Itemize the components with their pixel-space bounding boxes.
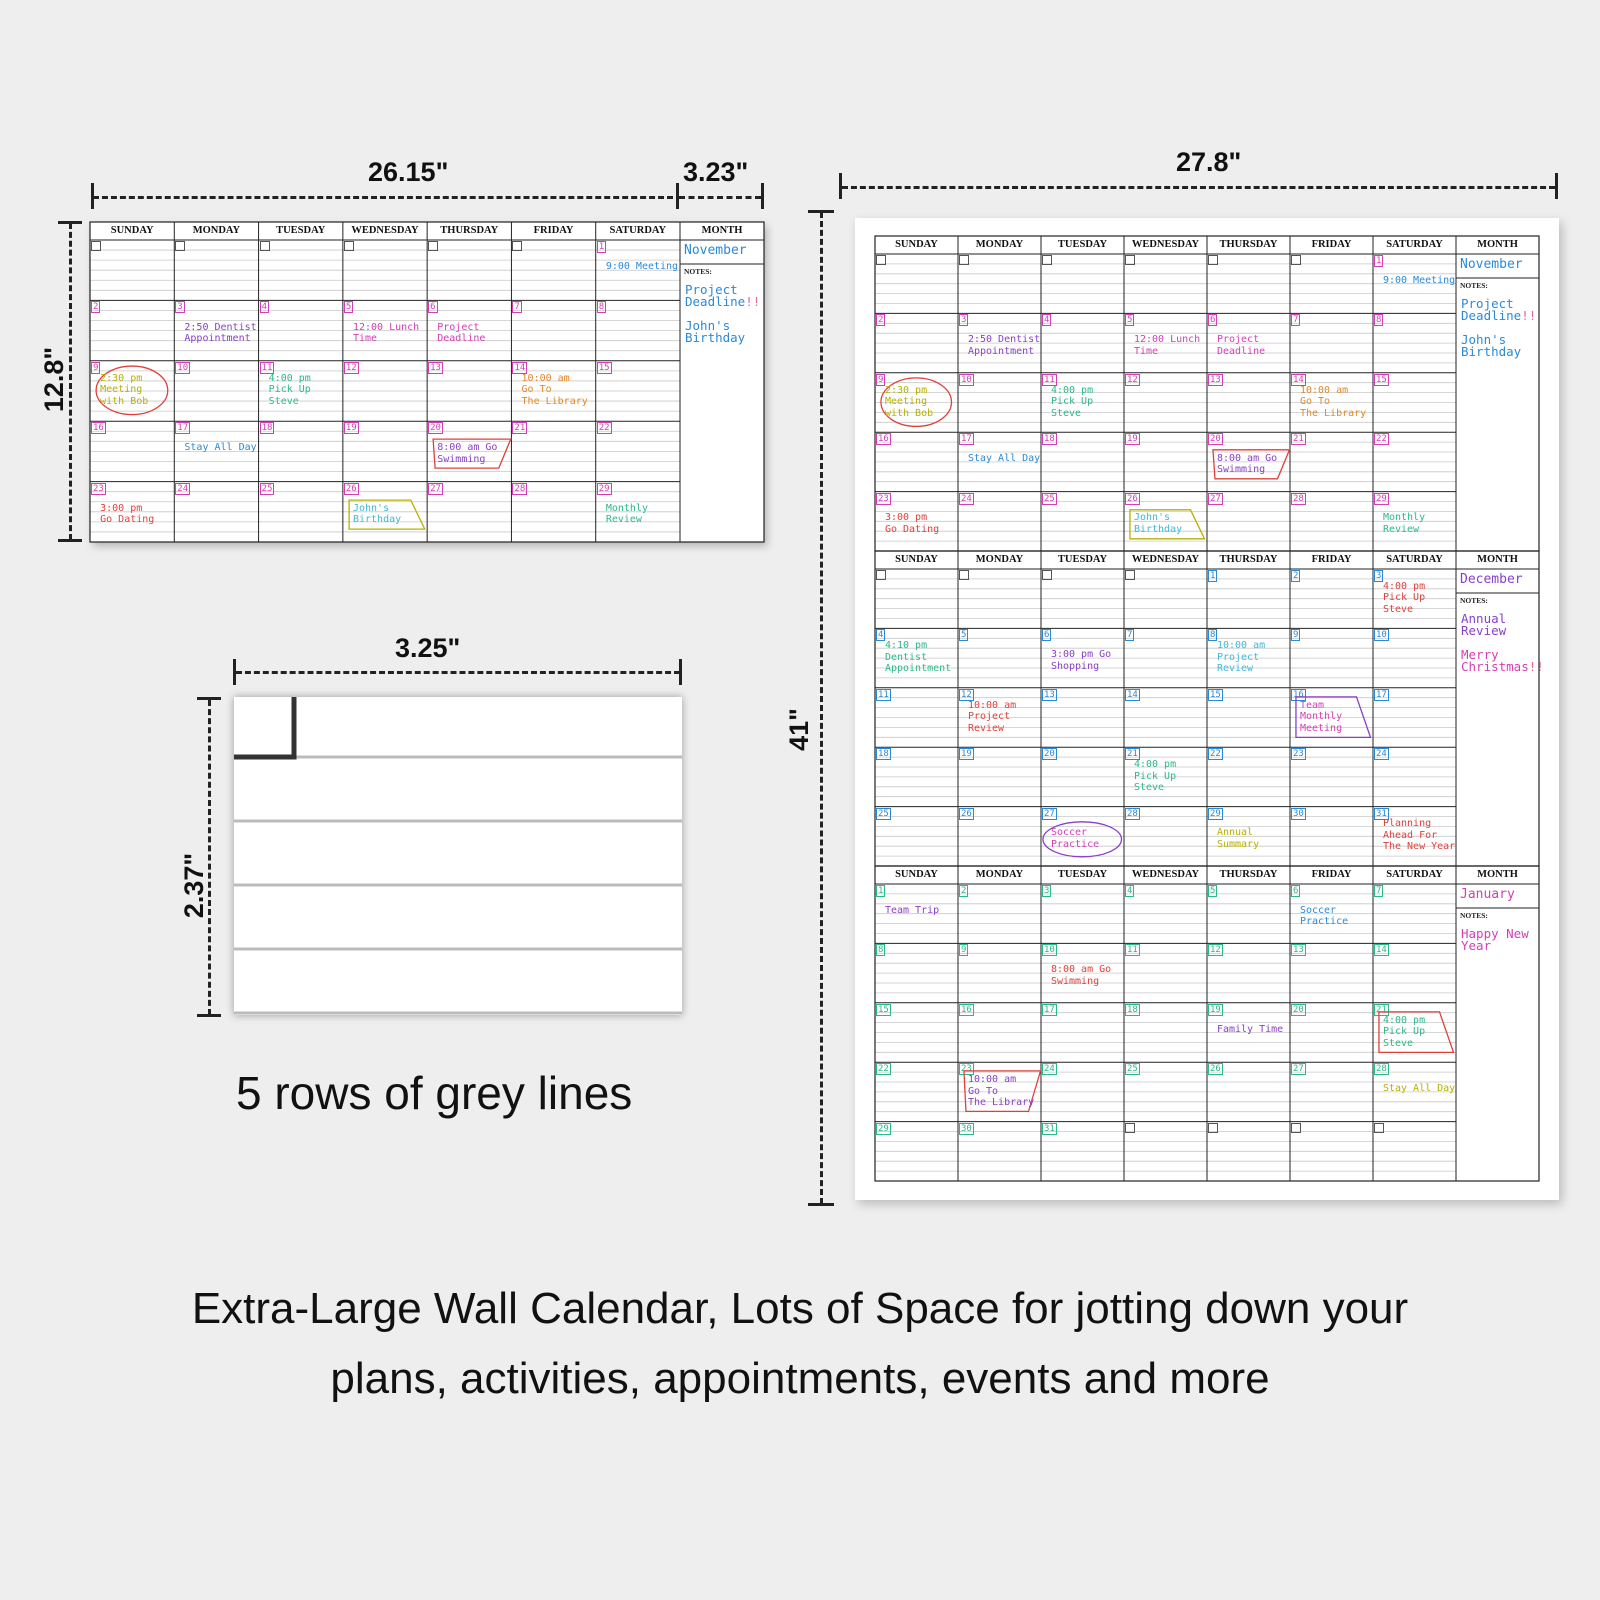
day-number-3: 3	[961, 315, 967, 326]
zoom-width-tick-right	[679, 659, 682, 685]
header-saturday: SATURDAY	[1386, 239, 1443, 250]
event-day-5: 12:00 Lunch Time	[1133, 334, 1201, 357]
day-number-14: 14	[1293, 374, 1304, 385]
day-number-14: 14	[1376, 945, 1387, 956]
day-number-20: 20	[1293, 1004, 1304, 1015]
event-day-1: 9:00 Meeting	[605, 261, 679, 273]
zoom-width-dimension-line	[236, 671, 680, 674]
day-number-5: 5	[961, 630, 967, 641]
day-number-13: 13	[1210, 374, 1221, 385]
day-number-24: 24	[961, 493, 972, 504]
day-number-10: 10	[177, 362, 189, 373]
day-number-2: 2	[961, 886, 967, 896]
day-number-25: 25	[1044, 493, 1055, 504]
empty-day-box	[512, 241, 522, 251]
day-number-24: 24	[1376, 749, 1387, 760]
header-tuesday: TUESDAY	[1057, 239, 1108, 250]
day-number-31: 31	[1376, 808, 1387, 819]
day-number-19: 19	[1210, 1004, 1221, 1015]
event-day-9: 2:30 pm Meeting with Bob	[100, 372, 149, 407]
day-number-21: 21	[514, 423, 526, 434]
day-number-1: 1	[878, 886, 884, 896]
event-day-6: Project Deadline	[1216, 334, 1266, 357]
day-number-17: 17	[961, 434, 972, 445]
day-number-5: 5	[1210, 886, 1216, 896]
day-number-12: 12	[1210, 945, 1221, 956]
day-number-3: 3	[1376, 571, 1382, 581]
empty-day-box	[91, 241, 101, 251]
empty-day-box	[260, 241, 270, 251]
day-number-26: 26	[345, 483, 357, 494]
day-number-8: 8	[598, 302, 605, 313]
day-number-17: 17	[1044, 1004, 1055, 1015]
zoom-height-tick-bottom	[197, 1014, 221, 1017]
day-number-6: 6	[1293, 886, 1299, 896]
day-number-26: 26	[961, 808, 972, 819]
day-number-14: 14	[514, 362, 526, 373]
day-number-13: 13	[1293, 945, 1304, 956]
day-number-3: 3	[177, 302, 183, 313]
day-number-7: 7	[1127, 630, 1133, 641]
header-thursday: THURSDAY	[440, 225, 499, 236]
day-number-2: 2	[1293, 571, 1299, 581]
day-number-28: 28	[1376, 1064, 1387, 1075]
day-number-30: 30	[961, 1123, 972, 1134]
day-number-28: 28	[1127, 808, 1138, 819]
month-note-0: Project Deadline!!	[685, 282, 761, 309]
empty-day-box	[1042, 570, 1052, 580]
day-number-4: 4	[878, 630, 884, 641]
empty-day-box	[1125, 570, 1135, 580]
day-number-11: 11	[878, 689, 889, 700]
header-saturday: SATURDAY	[1386, 869, 1443, 880]
event-day-23: 3:00 pm Go Dating	[100, 502, 155, 526]
day-number-28: 28	[514, 483, 526, 494]
notes-label: NOTES:	[1460, 911, 1488, 920]
empty-day-box	[1208, 1123, 1218, 1133]
day-number-15: 15	[878, 1004, 889, 1015]
day-number-9: 9	[878, 374, 884, 385]
day-number-25: 25	[1127, 1064, 1138, 1075]
day-number-10: 10	[961, 374, 972, 385]
zoom-caption: 5 rows of grey lines	[236, 1067, 633, 1119]
large-width-tick-left	[839, 173, 842, 199]
header-wednesday: WEDNESDAY	[1131, 239, 1200, 250]
empty-day-box	[1125, 1123, 1135, 1133]
header-tuesday: TUESDAY	[276, 225, 326, 236]
small-height-tick-top	[58, 221, 82, 224]
day-number-11: 11	[1127, 945, 1138, 956]
event-day-5: 12:00 Lunch Time	[352, 321, 420, 345]
day-number-8: 8	[878, 945, 884, 956]
event-day-10: 8:00 am Go Swimming	[1050, 964, 1112, 987]
event-day-16: Team Monthly Meeting	[1299, 699, 1343, 734]
day-number-26: 26	[1210, 1064, 1221, 1075]
event-day-31: Planning Ahead For The New Year	[1382, 818, 1456, 853]
zoomed-grid-lines	[234, 697, 682, 1015]
notes-label: NOTES:	[684, 267, 712, 276]
day-number-1: 1	[598, 242, 605, 252]
day-number-18: 18	[1044, 434, 1055, 445]
header-wednesday: WEDNESDAY	[351, 225, 419, 236]
event-day-3: 4:00 pm Pick Up Steve	[1382, 580, 1426, 615]
event-day-6: Soccer Practice	[1299, 904, 1349, 928]
day-number-9: 9	[961, 945, 967, 956]
day-number-26: 26	[1127, 493, 1138, 504]
day-number-18: 18	[261, 423, 273, 434]
zoom-height-label: 2.37"	[179, 852, 210, 919]
event-day-20: 8:00 am Go Swimming	[1216, 452, 1278, 476]
day-number-27: 27	[1293, 1064, 1304, 1075]
day-number-24: 24	[1044, 1064, 1055, 1075]
day-number-12: 12	[345, 362, 357, 373]
event-day-21: 4:00 pm Pick Up Steve	[1382, 1014, 1426, 1049]
event-day-20: 8:00 am Go Swimming	[437, 442, 498, 465]
month-note-1: John's Birthday	[685, 318, 746, 345]
day-number-23: 23	[1293, 749, 1304, 760]
day-number-6: 6	[1044, 630, 1050, 641]
day-number-22: 22	[1376, 434, 1387, 445]
large-width-dimension-line	[842, 186, 1555, 189]
day-number-22: 22	[598, 423, 610, 434]
header-sunday: SUNDAY	[895, 554, 938, 565]
header-friday: FRIDAY	[533, 225, 574, 236]
day-number-9: 9	[93, 362, 99, 373]
header-tuesday: TUESDAY	[1057, 554, 1108, 565]
header-thursday: THURSDAY	[1219, 239, 1278, 250]
empty-day-box	[344, 241, 354, 251]
day-number-21: 21	[1293, 434, 1304, 445]
day-number-16: 16	[878, 434, 889, 445]
empty-day-box	[1125, 255, 1135, 265]
event-day-17: Stay All Day	[967, 452, 1041, 464]
header-sunday: SUNDAY	[110, 225, 154, 236]
day-number-27: 27	[430, 483, 441, 494]
day-number-6: 6	[430, 302, 436, 313]
day-number-17: 17	[177, 423, 189, 434]
event-day-12: 10:00 am Project Review	[967, 699, 1017, 734]
day-number-14: 14	[1127, 689, 1138, 700]
zoomed-day-number-box	[234, 697, 294, 757]
event-day-4: 4:10 pm Dentist Appointment	[884, 640, 952, 675]
day-number-25: 25	[878, 808, 889, 819]
day-number-15: 15	[598, 362, 610, 373]
day-number-18: 18	[878, 749, 889, 760]
day-number-7: 7	[1376, 886, 1382, 896]
day-number-25: 25	[261, 483, 273, 494]
month-note-0: Project Deadline!!	[1461, 296, 1537, 323]
event-day-6: Project Deadline	[437, 321, 486, 345]
day-number-12: 12	[961, 689, 972, 700]
event-day-28: Stay All Day	[1382, 1082, 1456, 1094]
header-thursday: THURSDAY	[1219, 554, 1278, 565]
header-month: MONTH	[1477, 869, 1518, 880]
empty-day-box	[876, 570, 886, 580]
day-number-18: 18	[1127, 1004, 1138, 1015]
event-day-14: 10:00 am Go To The Library	[1299, 384, 1367, 419]
header-sunday: SUNDAY	[895, 239, 938, 250]
header-friday: FRIDAY	[1311, 869, 1352, 880]
day-number-17: 17	[1376, 689, 1387, 700]
notes-label: NOTES:	[1460, 281, 1488, 290]
event-day-3: 2:50 Dentist Appointment	[967, 334, 1041, 357]
note-emphasis: !!	[745, 294, 761, 309]
header-monday: MONDAY	[192, 225, 241, 236]
month-note-1: Merry Christmas!!	[1461, 647, 1544, 674]
event-day-29: Monthly Review	[1382, 512, 1426, 535]
day-number-11: 11	[1044, 374, 1055, 385]
day-number-15: 15	[1376, 374, 1387, 385]
day-number-7: 7	[1293, 315, 1299, 326]
small-width-label: 26.15"	[368, 157, 449, 187]
day-number-20: 20	[1210, 434, 1221, 445]
header-thursday: THURSDAY	[1219, 869, 1278, 880]
day-number-28: 28	[1293, 493, 1304, 504]
day-number-4: 4	[1044, 315, 1050, 326]
day-number-5: 5	[1127, 315, 1133, 326]
header-tuesday: TUESDAY	[1057, 869, 1108, 880]
empty-day-box	[876, 255, 886, 265]
header-monday: MONDAY	[975, 239, 1024, 250]
event-day-3: 2:50 Dentist Appointment	[184, 321, 257, 345]
day-number-27: 27	[1210, 493, 1221, 504]
small-height-tick-bottom	[58, 539, 82, 542]
day-number-29: 29	[878, 1123, 889, 1134]
event-day-6: 3:00 pm Go Shopping	[1050, 649, 1112, 672]
day-number-20: 20	[430, 423, 441, 434]
day-number-29: 29	[1376, 493, 1387, 504]
note-emphasis: !!	[1528, 659, 1544, 674]
large-height-tick-bottom	[808, 1203, 834, 1206]
month-note-1: John's Birthday	[1461, 332, 1522, 359]
day-number-8: 8	[1376, 315, 1382, 326]
day-number-19: 19	[1127, 434, 1138, 445]
event-day-21: 4:00 pm Pick Up Steve	[1133, 759, 1177, 794]
event-day-27: Soccer Practice	[1050, 827, 1100, 850]
empty-day-box	[175, 241, 185, 251]
day-number-9: 9	[1293, 630, 1299, 641]
empty-day-box	[1291, 1123, 1301, 1133]
note-emphasis: !!	[1521, 308, 1537, 323]
month-name-november: November	[684, 243, 747, 258]
event-day-14: 10:00 am Go To The Library	[521, 372, 588, 407]
event-day-17: Stay All Day	[184, 442, 257, 454]
month-name-january: January	[1460, 887, 1515, 902]
day-number-27: 27	[1044, 808, 1055, 819]
header-month: MONTH	[701, 225, 743, 236]
small-month-col-tick-right	[761, 183, 764, 209]
header-saturday: SATURDAY	[609, 225, 667, 236]
header-month: MONTH	[1477, 554, 1518, 565]
day-number-22: 22	[1210, 749, 1221, 760]
event-day-1: 9:00 Meeting	[1382, 274, 1456, 286]
day-number-19: 19	[961, 749, 972, 760]
day-number-1: 1	[1376, 256, 1382, 266]
day-number-4: 4	[1127, 886, 1133, 896]
day-number-30: 30	[1293, 808, 1304, 819]
small-height-label: 12.8"	[39, 346, 70, 413]
day-number-23: 23	[961, 1064, 972, 1075]
day-number-8: 8	[1210, 630, 1216, 641]
small-wall-calendar	[90, 222, 764, 542]
day-number-11: 11	[261, 362, 273, 373]
day-number-2: 2	[93, 302, 99, 313]
day-number-16: 16	[961, 1004, 972, 1015]
day-number-16: 16	[93, 423, 104, 434]
small-width-tick-left	[91, 183, 94, 209]
event-day-8: 10:00 am Project Review	[1216, 640, 1266, 675]
caption-line-2: plans, activities, appointments, events and more	[330, 1354, 1270, 1403]
day-number-19: 19	[345, 423, 357, 434]
day-number-6: 6	[1210, 315, 1216, 326]
large-height-label: 41"	[783, 708, 814, 751]
large-height-dimension-line	[820, 212, 823, 1204]
day-number-4: 4	[261, 302, 267, 313]
event-day-23: 10:00 am Go To The Library	[967, 1074, 1035, 1109]
month-note-0: Happy New Year	[1461, 926, 1529, 953]
header-wednesday: WEDNESDAY	[1131, 869, 1200, 880]
day-number-12: 12	[1127, 374, 1138, 385]
event-day-26: John's Birthday	[352, 502, 402, 526]
zoomed-grid-detail	[234, 697, 682, 1015]
day-number-10: 10	[1376, 630, 1387, 641]
day-number-5: 5	[345, 302, 352, 313]
empty-day-box	[1291, 255, 1301, 265]
day-number-10: 10	[1044, 945, 1055, 956]
day-number-23: 23	[93, 483, 104, 494]
day-number-29: 29	[1210, 808, 1221, 819]
zoom-height-tick-top	[197, 697, 221, 700]
day-number-21: 21	[1376, 1004, 1387, 1015]
small-width-dimension-line	[93, 196, 673, 199]
day-number-13: 13	[430, 362, 441, 373]
day-number-24: 24	[177, 483, 189, 494]
month-name-november: November	[1460, 257, 1523, 272]
event-day-29: Annual Summary	[1216, 827, 1260, 850]
month-name-december: December	[1460, 572, 1523, 587]
day-number-16: 16	[1293, 689, 1304, 700]
header-monday: MONDAY	[975, 554, 1024, 565]
day-number-29: 29	[598, 483, 610, 494]
large-height-tick-top	[808, 210, 834, 213]
header-friday: FRIDAY	[1311, 239, 1352, 250]
header-month: MONTH	[1477, 239, 1518, 250]
day-number-21: 21	[1127, 749, 1138, 760]
large-wall-calendar	[875, 236, 1544, 1181]
day-number-31: 31	[1044, 1123, 1055, 1134]
zoom-width-tick-left	[233, 659, 236, 685]
day-number-3: 3	[1044, 886, 1050, 896]
day-number-2: 2	[878, 315, 884, 326]
day-number-23: 23	[878, 493, 889, 504]
event-day-11: 4:00 pm Pick Up Steve	[268, 372, 311, 407]
event-day-23: 3:00 pm Go Dating	[884, 512, 940, 535]
zoom-width-label: 3.25"	[395, 633, 461, 663]
empty-day-box	[1374, 1123, 1384, 1133]
large-width-tick-right	[1555, 173, 1558, 199]
empty-day-box	[428, 241, 438, 251]
event-day-9: 2:30 pm Meeting with Bob	[884, 384, 934, 419]
header-friday: FRIDAY	[1311, 554, 1352, 565]
event-day-11: 4:00 pm Pick Up Steve	[1050, 384, 1094, 419]
header-sunday: SUNDAY	[895, 869, 938, 880]
header-saturday: SATURDAY	[1386, 554, 1443, 565]
large-width-label: 27.8"	[1176, 147, 1242, 177]
month-note-0: Annual Review	[1461, 611, 1507, 638]
caption-line-1: Extra-Large Wall Calendar, Lots of Space for jotting down your	[191, 1284, 1409, 1333]
empty-day-box	[959, 570, 969, 580]
day-number-15: 15	[1210, 689, 1221, 700]
header-monday: MONDAY	[975, 869, 1024, 880]
small-month-col-label: 3.23"	[683, 157, 749, 187]
event-day-29: Monthly Review	[605, 502, 648, 526]
small-month-col-dimension-line	[679, 196, 761, 199]
event-day-1: Team Trip	[884, 904, 940, 916]
event-day-26: John's Birthday	[1133, 512, 1183, 535]
day-number-7: 7	[514, 302, 520, 313]
empty-day-box	[959, 255, 969, 265]
empty-day-box	[1208, 255, 1218, 265]
empty-day-box	[1042, 255, 1052, 265]
header-wednesday: WEDNESDAY	[1131, 554, 1200, 565]
event-day-19: Family Time	[1216, 1023, 1284, 1035]
notes-label: NOTES:	[1460, 596, 1488, 605]
day-number-13: 13	[1044, 689, 1055, 700]
day-number-1: 1	[1210, 571, 1216, 581]
day-number-20: 20	[1044, 749, 1055, 760]
day-number-22: 22	[878, 1064, 889, 1075]
